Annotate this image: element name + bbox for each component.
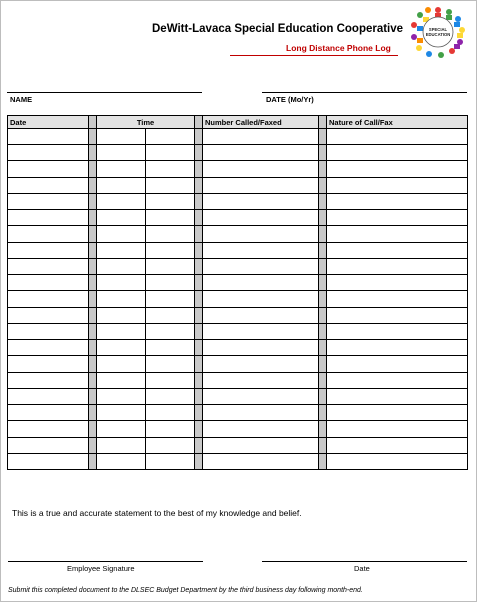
time-cell-start[interactable] xyxy=(97,421,146,437)
date-cell[interactable] xyxy=(8,161,89,177)
divider-cell xyxy=(319,421,327,437)
time-cell-start[interactable] xyxy=(97,323,146,339)
divider-cell xyxy=(195,356,203,372)
header-number-called: Number Called/Faxed xyxy=(203,116,319,129)
time-cell-start[interactable] xyxy=(97,129,146,145)
divider-cell xyxy=(195,453,203,469)
number-called-cell[interactable] xyxy=(203,388,319,404)
nature-of-call-cell[interactable] xyxy=(327,405,468,421)
divider-cell xyxy=(195,421,203,437)
divider-cell xyxy=(195,340,203,356)
nature-of-call-cell[interactable] xyxy=(327,258,468,274)
nature-of-call-cell[interactable] xyxy=(327,275,468,291)
form-title: Long Distance Phone Log xyxy=(286,43,391,53)
divider-cell xyxy=(195,161,203,177)
divider-cell xyxy=(89,145,97,161)
table-row xyxy=(8,453,468,469)
divider-cell xyxy=(195,177,203,193)
divider-cell xyxy=(319,161,327,177)
nature-of-call-cell[interactable] xyxy=(327,129,468,145)
date-cell[interactable] xyxy=(8,226,89,242)
time-cell-end[interactable] xyxy=(146,388,195,404)
date-cell[interactable] xyxy=(8,340,89,356)
employee-signature-line[interactable] xyxy=(8,561,203,562)
time-cell-start[interactable] xyxy=(97,388,146,404)
time-cell-end[interactable] xyxy=(146,307,195,323)
nature-of-call-cell[interactable] xyxy=(327,323,468,339)
table-row xyxy=(8,210,468,226)
table-row xyxy=(8,307,468,323)
table-row xyxy=(8,372,468,388)
divider-cell xyxy=(319,177,327,193)
time-cell-start[interactable] xyxy=(97,291,146,307)
time-cell-start[interactable] xyxy=(97,242,146,258)
date-cell[interactable] xyxy=(8,129,89,145)
time-cell-start[interactable] xyxy=(97,372,146,388)
divider-cell xyxy=(195,145,203,161)
divider-cell xyxy=(89,210,97,226)
time-cell-start[interactable] xyxy=(97,405,146,421)
signature-date-line[interactable] xyxy=(262,561,467,562)
date-cell[interactable] xyxy=(8,275,89,291)
date-cell[interactable] xyxy=(8,210,89,226)
number-called-cell[interactable] xyxy=(203,372,319,388)
divider-cell xyxy=(89,323,97,339)
time-cell-end[interactable] xyxy=(146,161,195,177)
time-cell-end[interactable] xyxy=(146,193,195,209)
time-cell-end[interactable] xyxy=(146,453,195,469)
number-called-cell[interactable] xyxy=(203,242,319,258)
time-cell-end[interactable] xyxy=(146,275,195,291)
nature-of-call-cell[interactable] xyxy=(327,210,468,226)
date-cell[interactable] xyxy=(8,307,89,323)
time-cell-end[interactable] xyxy=(146,242,195,258)
divider-cell xyxy=(319,405,327,421)
organization-title: DeWitt-Lavaca Special Education Cooperative xyxy=(152,23,404,35)
time-cell-start[interactable] xyxy=(97,193,146,209)
divider-cell xyxy=(319,258,327,274)
header-time: Time xyxy=(97,116,195,129)
nature-of-call-cell[interactable] xyxy=(327,453,468,469)
divider-cell xyxy=(319,307,327,323)
time-cell-end[interactable] xyxy=(146,129,195,145)
divider-cell xyxy=(319,193,327,209)
time-cell-start[interactable] xyxy=(97,145,146,161)
nature-of-call-cell[interactable] xyxy=(327,242,468,258)
divider-cell xyxy=(89,307,97,323)
divider-cell xyxy=(195,323,203,339)
divider-cell xyxy=(89,193,97,209)
divider-cell xyxy=(319,388,327,404)
certification-statement: This is a true and accurate statement to the best of my knowledge and belief. xyxy=(12,508,302,518)
number-called-cell[interactable] xyxy=(203,193,319,209)
divider-cell xyxy=(319,226,327,242)
divider-cell xyxy=(319,356,327,372)
time-cell-end[interactable] xyxy=(146,145,195,161)
submission-instructions: Submit this completed document to the DLSEC Budget Department by the third business day following month-end. xyxy=(8,587,363,594)
number-called-cell[interactable] xyxy=(203,421,319,437)
divider-cell xyxy=(89,161,97,177)
time-cell-start[interactable] xyxy=(97,258,146,274)
date-cell[interactable] xyxy=(8,421,89,437)
time-cell-start[interactable] xyxy=(97,437,146,453)
table-row xyxy=(8,421,468,437)
title-underline xyxy=(230,55,398,56)
nature-of-call-cell[interactable] xyxy=(327,193,468,209)
name-label: NAME xyxy=(10,95,33,104)
time-cell-end[interactable] xyxy=(146,421,195,437)
divider-cell xyxy=(195,307,203,323)
divider-cell xyxy=(89,453,97,469)
header-date: Date xyxy=(8,116,89,129)
number-called-cell[interactable] xyxy=(203,161,319,177)
number-called-cell[interactable] xyxy=(203,307,319,323)
name-line[interactable] xyxy=(7,92,202,93)
divider-cell xyxy=(319,437,327,453)
nature-of-call-cell[interactable] xyxy=(327,421,468,437)
date-cell[interactable] xyxy=(8,145,89,161)
number-called-cell[interactable] xyxy=(203,356,319,372)
nature-of-call-cell[interactable] xyxy=(327,161,468,177)
employee-signature-label: Employee Signature xyxy=(67,564,135,573)
divider-cell xyxy=(89,437,97,453)
table-row xyxy=(8,129,468,145)
time-cell-end[interactable] xyxy=(146,372,195,388)
nature-of-call-cell[interactable] xyxy=(327,356,468,372)
number-called-cell[interactable] xyxy=(203,291,319,307)
table-row xyxy=(8,323,468,339)
number-called-cell[interactable] xyxy=(203,226,319,242)
divider-cell xyxy=(195,275,203,291)
divider-cell xyxy=(89,421,97,437)
table-row xyxy=(8,193,468,209)
divider-cell xyxy=(319,210,327,226)
divider-cell xyxy=(89,340,97,356)
date-cell[interactable] xyxy=(8,242,89,258)
date-line[interactable] xyxy=(262,92,467,93)
number-called-cell[interactable] xyxy=(203,145,319,161)
table-header-row xyxy=(8,116,468,129)
time-cell-start[interactable] xyxy=(97,307,146,323)
table-row xyxy=(8,437,468,453)
number-called-cell[interactable] xyxy=(203,177,319,193)
divider-cell xyxy=(319,453,327,469)
number-called-cell[interactable] xyxy=(203,258,319,274)
table-row xyxy=(8,356,468,372)
divider-cell xyxy=(89,275,97,291)
time-cell-start[interactable] xyxy=(97,210,146,226)
nature-of-call-cell[interactable] xyxy=(327,177,468,193)
time-cell-end[interactable] xyxy=(146,323,195,339)
time-cell-end[interactable] xyxy=(146,258,195,274)
divider-cell xyxy=(89,177,97,193)
header-divider xyxy=(319,116,327,129)
divider-cell xyxy=(319,291,327,307)
number-called-cell[interactable] xyxy=(203,405,319,421)
svg-text:EDUCATION: EDUCATION xyxy=(425,32,451,37)
table-row xyxy=(8,177,468,193)
divider-cell xyxy=(195,405,203,421)
divider-cell xyxy=(319,323,327,339)
date-cell[interactable] xyxy=(8,291,89,307)
date-cell[interactable] xyxy=(8,437,89,453)
number-called-cell[interactable] xyxy=(203,453,319,469)
nature-of-call-cell[interactable] xyxy=(327,388,468,404)
divider-cell xyxy=(195,258,203,274)
time-cell-end[interactable] xyxy=(146,405,195,421)
table-row xyxy=(8,145,468,161)
number-called-cell[interactable] xyxy=(203,275,319,291)
number-called-cell[interactable] xyxy=(203,129,319,145)
table-row xyxy=(8,291,468,307)
divider-cell xyxy=(195,129,203,145)
time-cell-end[interactable] xyxy=(146,437,195,453)
date-cell[interactable] xyxy=(8,177,89,193)
nature-of-call-cell[interactable] xyxy=(327,372,468,388)
table-row xyxy=(8,161,468,177)
divider-cell xyxy=(89,226,97,242)
number-called-cell[interactable] xyxy=(203,323,319,339)
divider-cell xyxy=(89,356,97,372)
divider-cell xyxy=(195,291,203,307)
table-row xyxy=(8,340,468,356)
divider-cell xyxy=(319,372,327,388)
divider-cell xyxy=(89,291,97,307)
table-row xyxy=(8,242,468,258)
date-cell[interactable] xyxy=(8,193,89,209)
divider-cell xyxy=(89,242,97,258)
divider-cell xyxy=(195,193,203,209)
nature-of-call-cell[interactable] xyxy=(327,145,468,161)
divider-cell xyxy=(319,275,327,291)
table-row xyxy=(8,226,468,242)
phone-log-table xyxy=(7,115,468,470)
svg-text:SPECIAL: SPECIAL xyxy=(428,27,448,32)
nature-of-call-cell[interactable] xyxy=(327,291,468,307)
time-cell-end[interactable] xyxy=(146,177,195,193)
number-called-cell[interactable] xyxy=(203,210,319,226)
time-cell-start[interactable] xyxy=(97,356,146,372)
table-row xyxy=(8,388,468,404)
date-cell[interactable] xyxy=(8,258,89,274)
divider-cell xyxy=(195,242,203,258)
divider-cell xyxy=(319,340,327,356)
date-cell[interactable] xyxy=(8,323,89,339)
time-cell-start[interactable] xyxy=(97,453,146,469)
time-cell-start[interactable] xyxy=(97,161,146,177)
table-row xyxy=(8,258,468,274)
time-cell-start[interactable] xyxy=(97,226,146,242)
divider-cell xyxy=(195,372,203,388)
time-cell-end[interactable] xyxy=(146,291,195,307)
table-row xyxy=(8,275,468,291)
cooperative-logo-icon xyxy=(408,5,468,59)
date-label: DATE (Mo/Yr) xyxy=(266,95,314,104)
nature-of-call-cell[interactable] xyxy=(327,226,468,242)
divider-cell xyxy=(89,372,97,388)
nature-of-call-cell[interactable] xyxy=(327,307,468,323)
time-cell-end[interactable] xyxy=(146,340,195,356)
date-cell[interactable] xyxy=(8,405,89,421)
table-body xyxy=(8,129,468,470)
header-divider xyxy=(195,116,203,129)
divider-cell xyxy=(195,388,203,404)
time-cell-start[interactable] xyxy=(97,275,146,291)
table-row xyxy=(8,405,468,421)
divider-cell xyxy=(319,129,327,145)
divider-cell xyxy=(195,210,203,226)
date-cell[interactable] xyxy=(8,356,89,372)
signature-date-label: Date xyxy=(354,564,370,573)
date-cell[interactable] xyxy=(8,388,89,404)
divider-cell xyxy=(319,145,327,161)
nature-of-call-cell[interactable] xyxy=(327,437,468,453)
time-cell-end[interactable] xyxy=(146,226,195,242)
divider-cell xyxy=(319,242,327,258)
date-cell[interactable] xyxy=(8,453,89,469)
date-cell[interactable] xyxy=(8,372,89,388)
header-nature-of-call: Nature of Call/Fax xyxy=(327,116,468,129)
header-divider xyxy=(89,116,97,129)
divider-cell xyxy=(89,258,97,274)
time-cell-end[interactable] xyxy=(146,356,195,372)
time-cell-end[interactable] xyxy=(146,210,195,226)
divider-cell xyxy=(195,226,203,242)
divider-cell xyxy=(89,388,97,404)
divider-cell xyxy=(195,437,203,453)
number-called-cell[interactable] xyxy=(203,340,319,356)
divider-cell xyxy=(89,129,97,145)
number-called-cell[interactable] xyxy=(203,437,319,453)
nature-of-call-cell[interactable] xyxy=(327,340,468,356)
divider-cell xyxy=(89,405,97,421)
time-cell-start[interactable] xyxy=(97,340,146,356)
time-cell-start[interactable] xyxy=(97,177,146,193)
